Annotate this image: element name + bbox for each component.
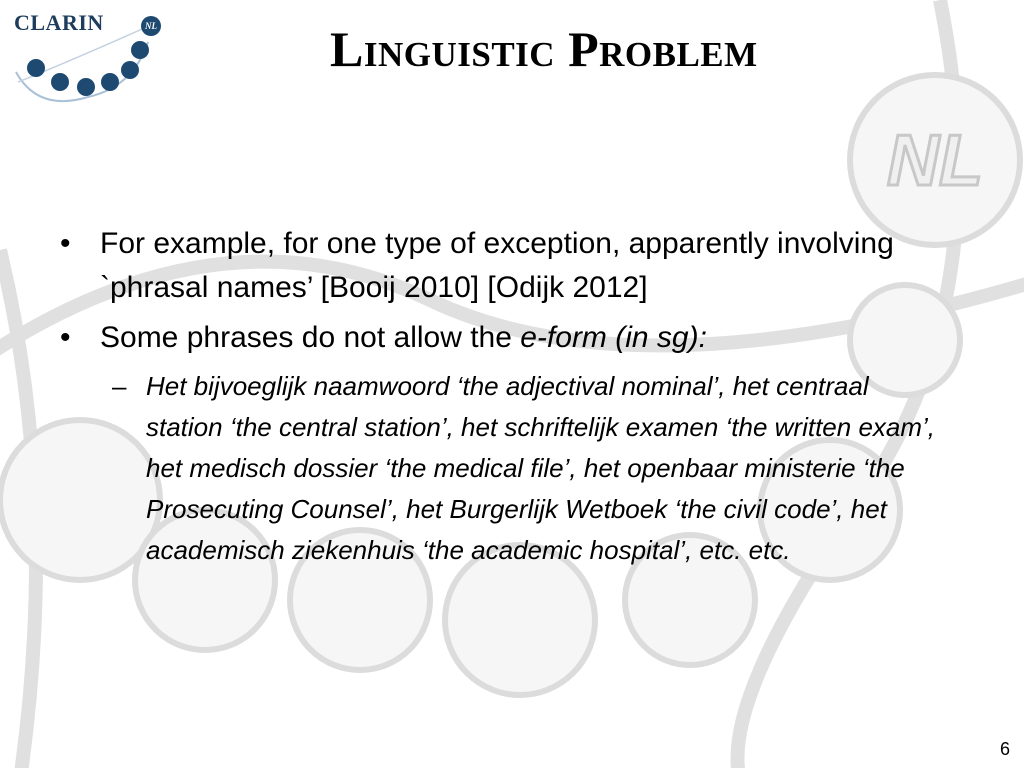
page-number: 6 <box>999 739 1010 759</box>
bullet-mark: • <box>60 321 71 354</box>
bullet-item <box>58 316 938 360</box>
clarin-logo <box>8 2 178 112</box>
logo-text: CLARIN <box>14 10 104 35</box>
logo-nl-badge: NL <box>141 16 161 36</box>
sub-bullet-mark: – <box>112 371 127 401</box>
slide-title: Linguistic Problem <box>330 21 758 77</box>
bullet-item <box>58 222 938 310</box>
sub-bullet-item <box>58 366 936 571</box>
sub-bullet-text: Het bijvoeglijk naamwoord ‘the adjectival nominal’, het centraal station ‘the central station’, het schriftelijk examen ‘the written exam’, het medisch dossier ‘the medical file’, het openbaar ministerie ‘the Prosecuting Counsel’, het Burgerlijk Wetboek ‘the civil code’, het academisch ziekenhuis ‘the academic hospital’, etc. etc. <box>146 371 936 565</box>
watermark-nl-text: NL <box>887 121 983 201</box>
bullet-text-plain: Some phrases do not allow the <box>100 321 521 354</box>
slide-content <box>58 222 938 571</box>
bullet-text: For example, for one type of exception, apparently involving `phrasal names’ [Booij 2010] [Odijk 2012] <box>100 227 894 304</box>
bullet-text-italic: e-form (in sg): <box>520 321 707 354</box>
bullet-mark: • <box>60 227 71 260</box>
